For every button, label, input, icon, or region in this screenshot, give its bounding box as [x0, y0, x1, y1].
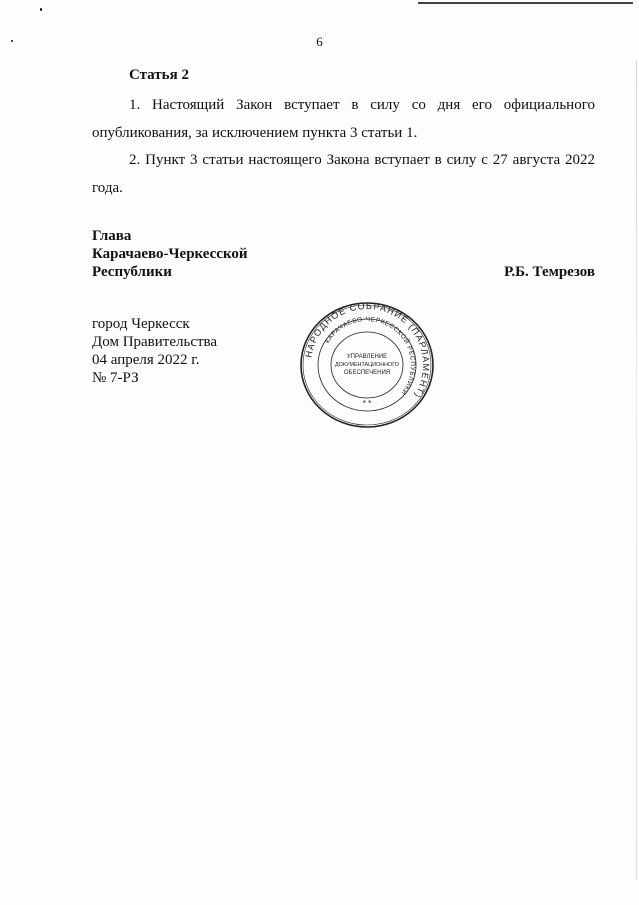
- signer-title-line: Республики: [92, 264, 172, 280]
- seal-inner-text: КАРАЧАЕВО-ЧЕРКЕССКОЙ РЕСПУБЛИКИ: [324, 315, 417, 397]
- scan-artifact-edge: [636, 60, 637, 880]
- law-number: № 7-РЗ: [92, 370, 139, 386]
- seal-stars: * *: [362, 399, 372, 408]
- official-seal: [297, 300, 437, 430]
- signer-title: [92, 227, 248, 281]
- article-paragraph-1: 1. Настоящий Закон вступает в силу со дня его официального опубликования, за исключением пункта 3 статьи 1.: [92, 97, 595, 141]
- building: Дом Правительства: [92, 334, 218, 350]
- scan-speck: [40, 8, 42, 11]
- city: город Черкесск: [92, 316, 190, 332]
- signer-name: Р.Б. Темрезов: [504, 264, 595, 280]
- seal-center-line: ДОКУМЕНТАЦИОННОГО: [335, 362, 399, 368]
- law-date: 04 апреля 2022 г.: [92, 352, 200, 368]
- article-paragraph-2: 2. Пункт 3 статьи настоящего Закона вступает в силу с 27 августа 2022 года.: [92, 152, 595, 196]
- seal-center-line: ОБЕСПЕЧЕНИЯ: [343, 370, 391, 376]
- article-title: Статья 2: [129, 67, 189, 83]
- scan-artifact-line: [418, 2, 633, 4]
- seal-center-line: УПРАВЛЕНИЕ: [346, 354, 388, 360]
- signer-title-line: Глава: [92, 228, 132, 244]
- page-number: 6: [316, 34, 323, 49]
- seal-outer-text: НАРОДНОЕ СОБРАНИЕ (ПАРЛАМЕНТ): [303, 300, 432, 401]
- signer-title-line: Карачаево-Черкесской: [92, 246, 248, 262]
- place-date-block: [92, 315, 217, 387]
- seal-graphic: [297, 300, 437, 430]
